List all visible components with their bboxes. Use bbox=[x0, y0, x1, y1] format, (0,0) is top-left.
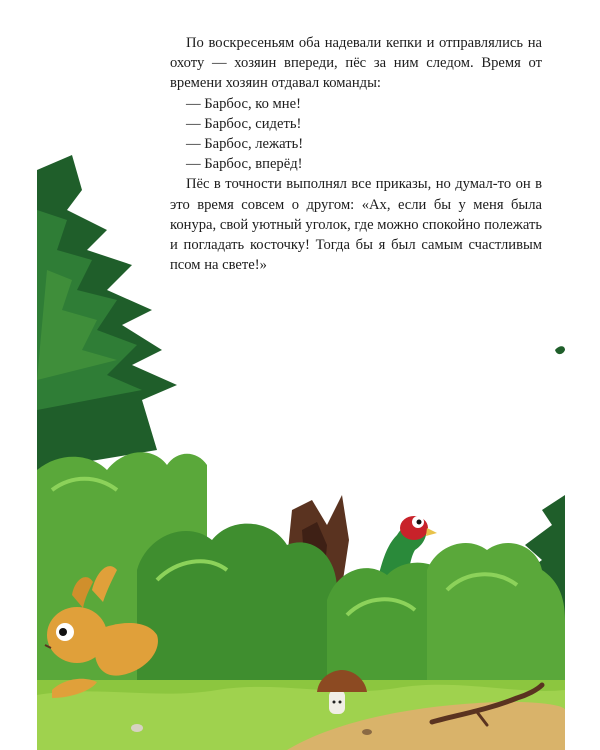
story-paragraph-2: Пёс в точности выполнял все приказы, но думал-то он в это время совсем о другом: «Ах, если бы у меня была конура, свой уютный уголок, где можно спокойно полежать и погладать косточку! Тогда бы я был самым счастливым псом на свете!» bbox=[170, 176, 542, 274]
command-line: — Барбос, лежать! bbox=[186, 136, 304, 153]
command-line: — Барбос, сидеть! bbox=[186, 115, 302, 132]
story-paragraph-1: По воскресеньям оба надевали кепки и отправлялись на охоту — хозяин впереди, пёс за ним следом. Время от времени хозяин отдавал команды: bbox=[170, 35, 542, 92]
command-line: — Барбос, ко мне! bbox=[186, 95, 301, 112]
spruce-tree-left bbox=[37, 155, 177, 470]
leaf bbox=[555, 346, 565, 354]
command-line: — Барбос, вперёд! bbox=[186, 156, 303, 173]
story-text bbox=[170, 33, 542, 275]
